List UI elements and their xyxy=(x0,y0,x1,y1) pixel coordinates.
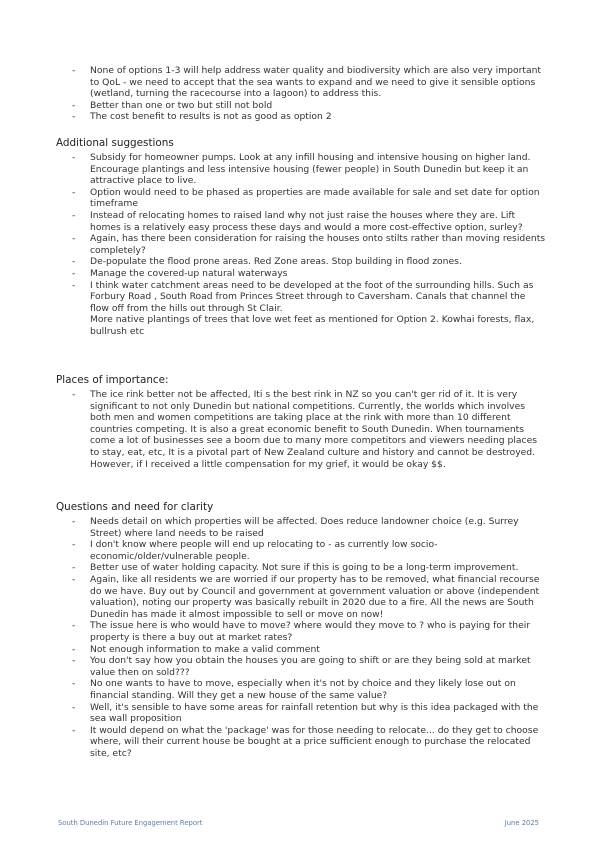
list-item: - Instead of relocating homes to raised land why not just raise the houses where they are. Lift homes is a relatively easy process these days and would a more cost-effective option, surley? xyxy=(72,210,546,233)
list-item: - De-populate the flood prone areas. Red Zone areas. Stop building in flood zones. xyxy=(72,256,546,268)
additional-suggestions-list xyxy=(72,152,546,338)
list-item: - Better use of water holding capacity. Not sure if this is going to be a long-term improvement. xyxy=(72,562,546,574)
list-item: - No one wants to have to move, especially when it's not by choice and they likely lose out on financial standing. Will they get a new house of the same value? xyxy=(72,678,546,701)
list-item: - I don't know where people will end up relocating to - as currently low socio-economic/older/vulnerable people. xyxy=(72,539,546,562)
footer-date: June 2025 xyxy=(504,819,539,827)
places-of-importance-list xyxy=(72,389,546,470)
list-item-continuation: More native plantings of trees that love wet feet as mentioned for Option 2. Kowhai forests, flax, bullrush etc xyxy=(90,314,535,337)
list-item xyxy=(72,280,546,338)
list-item: - The cost benefit to results is not as good as option 2 xyxy=(72,111,546,123)
list-item: - Needs detail on which properties will be affected. Does reduce landowner choice (e.g. Surrey Street) where land needs to be raised xyxy=(72,516,546,539)
list-item: - Better than one or two but still not bold xyxy=(72,100,546,112)
list-item-text: I think water catchment areas need to be developed at the foot of the surrounding hills. Such as Forbury Road , South Road from Princes Street through to Caversham. Canals that channel the flow off from the hills out through St Clair. xyxy=(90,279,534,314)
list-item: - Again, has there been consideration for raising the houses onto stilts rather than moving residents completely? xyxy=(72,233,546,256)
list-item: - Again, like all residents we are worried if our property has to be removed, what financial recourse do we have. Buy out by Council and government at government valuation or above (independent valuation), noting our property was basically rebuilt in 2020 due to a fire. All the news are South Dunedin has made it almost impossible to sell or move on now! xyxy=(72,574,546,620)
list-item: - Manage the covered-up natural waterways xyxy=(72,268,546,280)
section-heading-places-of-importance: Places of importance: xyxy=(56,374,169,386)
section-heading-additional-suggestions: Additional suggestions xyxy=(56,137,174,149)
list-item: - You don't say how you obtain the houses you are going to shift or are they being sold at market value then on sold??? xyxy=(72,655,546,678)
list-item: - It would depend on what the 'package' was for those needing to relocate... do they get to choose where, will their current house be bought at a price sufficient enough to purchase the relocated site, etc? xyxy=(72,725,546,760)
list-item: - Not enough information to make a valid comment xyxy=(72,644,546,656)
list-item: - None of options 1-3 will help address water quality and biodiversity which are also very important to QoL - we need to accept that the sea wants to expand and we need to give it sensible options (wetland, turning the racecourse into a lagoon) to address this. xyxy=(72,65,546,100)
list-item: - Well, it's sensible to have some areas for rainfall retention but why is this idea packaged with the sea wall proposition xyxy=(72,702,546,725)
footer-report-title: South Dunedin Future Engagement Report xyxy=(58,819,203,827)
intro-bullet-list xyxy=(72,65,546,123)
section-heading-questions: Questions and need for clarity xyxy=(56,501,214,513)
list-item: - Subsidy for homeowner pumps. Look at any infill housing and intensive housing on higher land. Encourage plantings and less intensive housing (fewer people) in South Dunedin but keep it an attractive place to live. xyxy=(72,152,546,187)
list-item: - The issue here is who would have to move? where would they move to ? who is paying for their property is there a buy out at market rates? xyxy=(72,620,546,643)
list-item: - The ice rink better not be affected, Iti s the best rink in NZ so you can't ger rid of it. It is very significant to not only Dunedin but national competitions. Currently, the worlds which involves both men and women competitions are taking place at the rink with more than 10 different countries competing. It is also a great economic benefit to South Dunedin. When tournaments come a lot of businesses see a boom due to many more competitors and viewers needing places to stay, eat, etc, It is a pivotal part of New Zealand culture and history and cannot be destroyed. However, if I received a little compensation for my grief, it would be okay $$. xyxy=(72,389,546,470)
list-item: - Option would need to be phased as properties are made available for sale and set date for option timeframe xyxy=(72,187,546,210)
questions-list xyxy=(72,516,546,759)
